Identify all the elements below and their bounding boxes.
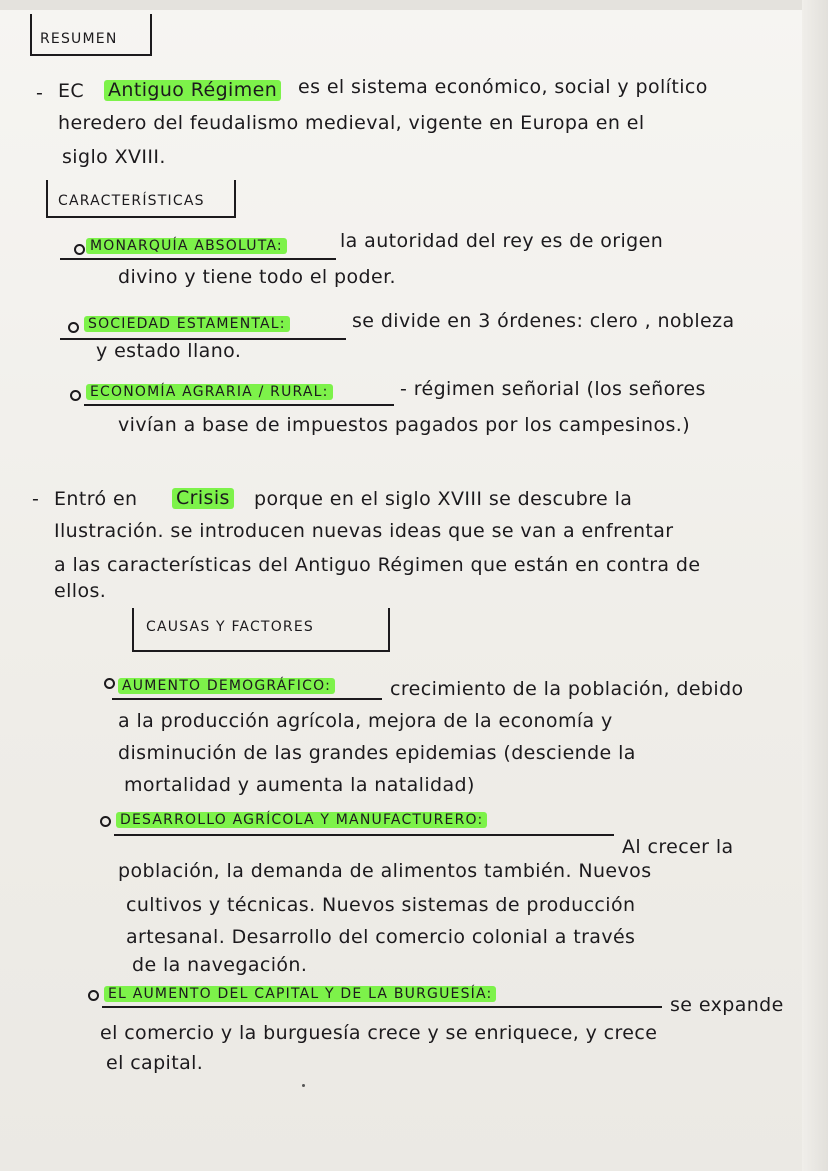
term-underline <box>112 698 382 700</box>
capital-line-1: se expande <box>670 994 784 1016</box>
desarrollo-line-5: de la navegación. <box>132 954 308 976</box>
crisis-line-1a: Entró en <box>54 488 138 510</box>
demografico-line-3: disminución de las grandes epidemias (desciende la <box>118 742 636 764</box>
sociedad-text-2: y estado llano. <box>96 340 242 362</box>
intro-line-1a: EC <box>58 80 85 102</box>
demografico-line-2: a la producción agrícola, mejora de la economía y <box>118 710 613 732</box>
monarquia-absoluta-term: MONARQUÍA ABSOLUTA: <box>86 238 287 254</box>
bullet-icon <box>88 990 99 1001</box>
bullet-icon <box>104 678 115 689</box>
desarrollo-agricola-term: DESARROLLO AGRÍCOLA Y MANUFACTURERO: <box>116 812 487 828</box>
crisis-term: Crisis <box>172 488 234 509</box>
causas-heading: CAUSAS Y FACTORES <box>146 619 314 635</box>
bullet-icon <box>70 390 81 401</box>
bullet-icon <box>68 322 79 333</box>
monarquia-text-1: la autoridad del rey es de origen <box>340 230 664 252</box>
desarrollo-line-3: cultivos y técnicas. Nuevos sistemas de producción <box>126 894 636 916</box>
bullet-icon <box>100 816 111 827</box>
term-underline <box>114 834 614 836</box>
economia-text-1: - régimen señorial (los señores <box>400 378 706 400</box>
term-underline <box>60 258 336 260</box>
pen-mark <box>302 1084 305 1087</box>
bullet-icon <box>74 244 85 255</box>
intro-line-2: heredero del feudalismo medieval, vigente en Europa en el <box>58 112 645 134</box>
crisis-dash: - <box>32 488 40 510</box>
capital-line-2: el comercio y la burguesía crece y se enriquece, y crece <box>100 1022 658 1044</box>
intro-line-3: siglo XVIII. <box>62 146 166 168</box>
page-top-edge <box>0 0 828 10</box>
crisis-line-4: ellos. <box>54 580 107 602</box>
aumento-demografico-term: AUMENTO DEMOGRÁFICO: <box>118 678 335 694</box>
term-underline <box>102 1006 662 1008</box>
demografico-line-1: crecimiento de la población, debido <box>390 678 744 700</box>
monarquia-text-2: divino y tiene todo el poder. <box>118 266 396 288</box>
sociedad-text-1: se divide en 3 órdenes: clero , nobleza <box>352 310 735 332</box>
intro-line-1b: es el sistema económico, social y político <box>298 76 708 98</box>
demografico-line-4: mortalidad y aumenta la natalidad) <box>124 774 475 796</box>
crisis-line-3: a las características del Antiguo Régimen que están en contra de <box>54 554 701 576</box>
intro-dash: - <box>36 82 44 104</box>
economia-agraria-term: ECONOMÍA AGRARIA / RURAL: <box>86 384 333 400</box>
page-right-edge <box>802 0 828 1171</box>
sociedad-estamental-term: SOCIEDAD ESTAMENTAL: <box>84 316 290 332</box>
caracteristicas-heading: CARACTERÍSTICAS <box>58 193 205 209</box>
antiguo-regimen-term: Antiguo Régimen <box>104 80 281 101</box>
desarrollo-line-4: artesanal. Desarrollo del comercio colonial a través <box>126 926 636 948</box>
capital-line-3: el capital. <box>106 1052 204 1074</box>
crisis-line-2: Ilustración. se introducen nuevas ideas que se van a enfrentar <box>54 520 674 542</box>
economia-text-2: vivían a base de impuestos pagados por los campesinos.) <box>118 414 691 436</box>
aumento-capital-term: EL AUMENTO DEL CAPITAL Y DE LA BURGUESÍA: <box>104 986 496 1002</box>
desarrollo-line-2: población, la demanda de alimentos también. Nuevos <box>118 860 652 882</box>
resumen-heading: RESUMEN <box>40 31 118 47</box>
crisis-line-1b: porque en el siglo XVIII se descubre la <box>254 488 633 510</box>
desarrollo-line-1: Al crecer la <box>622 836 734 858</box>
term-underline <box>84 404 394 406</box>
